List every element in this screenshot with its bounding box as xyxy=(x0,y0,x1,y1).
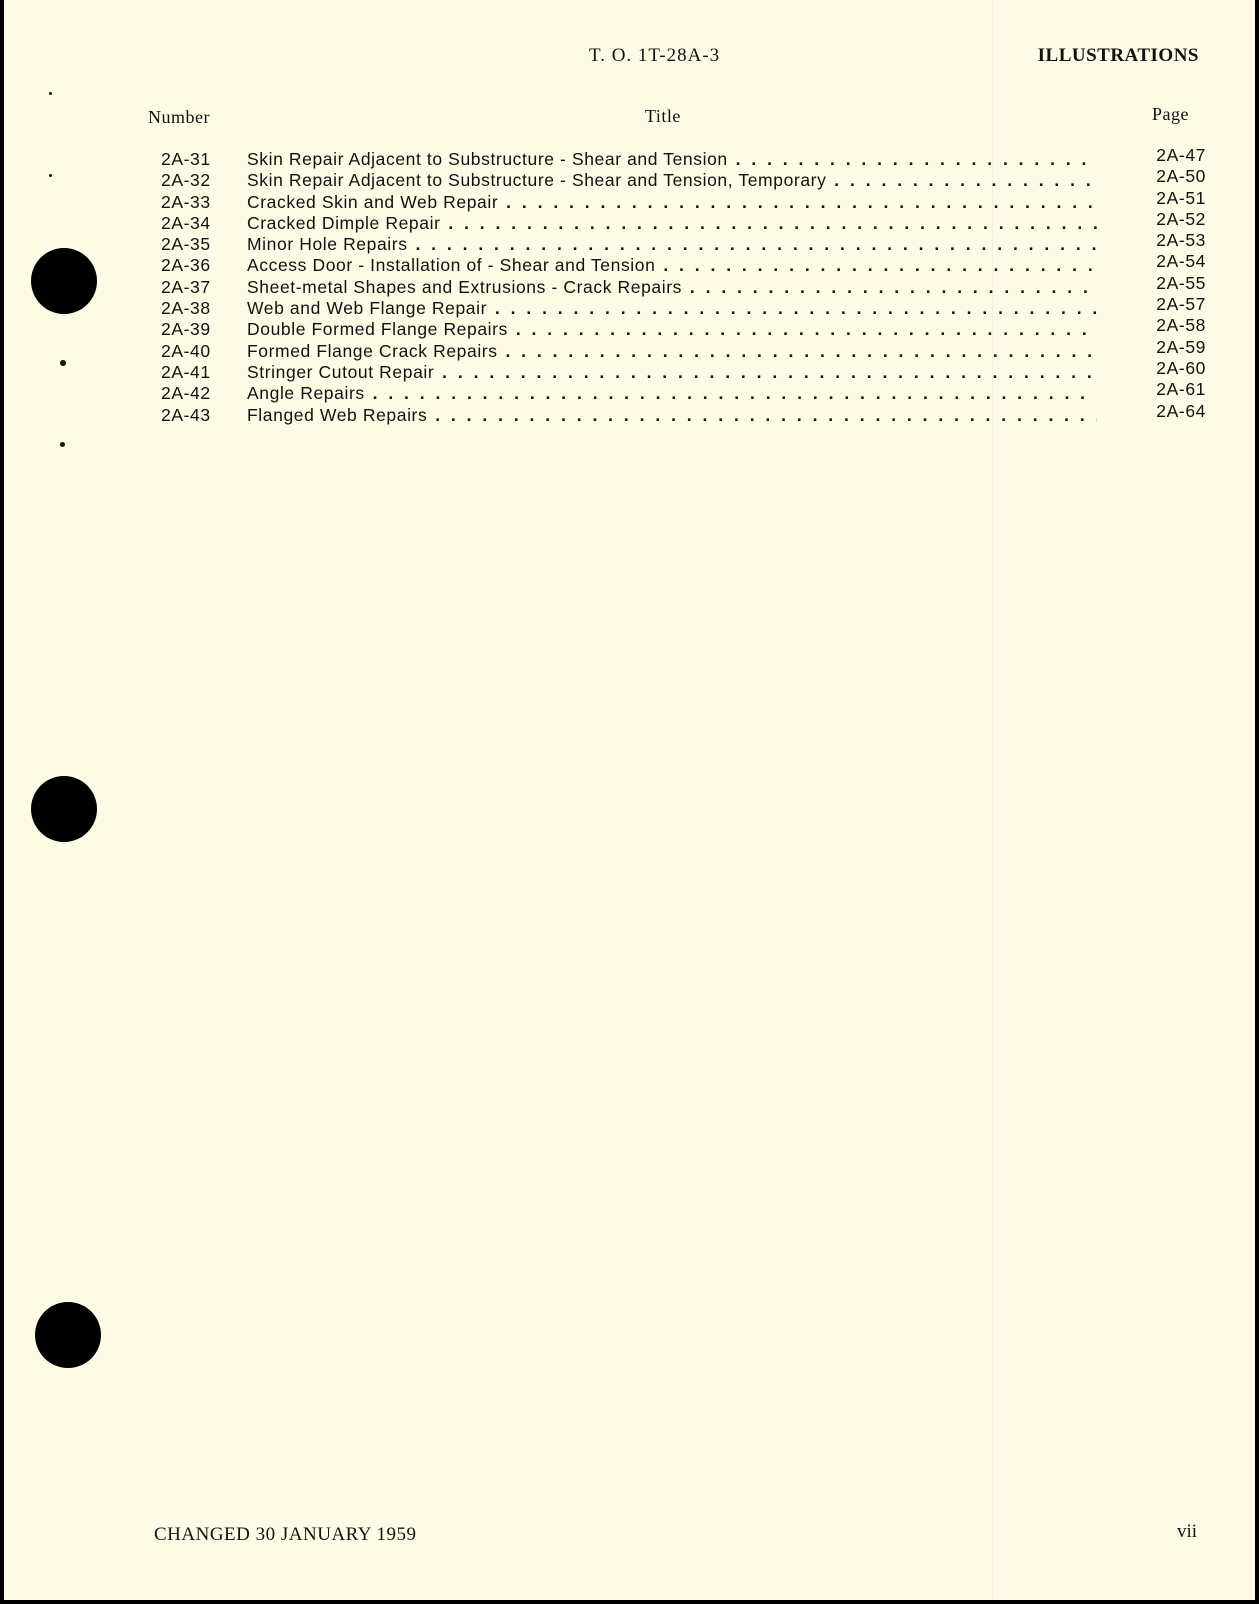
figure-page: 2A-53 xyxy=(1156,230,1206,251)
figure-title: Double Formed Flange Repairs . . . xyxy=(247,319,1097,340)
list-item xyxy=(161,400,1206,426)
figure-page: 2A-50 xyxy=(1156,166,1206,187)
figure-number: 2A-32 xyxy=(161,170,211,191)
binder-punch-hole xyxy=(31,776,97,842)
scan-speck xyxy=(49,174,52,177)
figure-title: Access Door - Installation of - Shear and Tension . . . xyxy=(247,255,1097,276)
figure-title: Flanged Web Repairs . . . xyxy=(247,405,1097,426)
change-note: CHANGED 30 JANUARY 1959 xyxy=(154,1524,417,1545)
figure-title: Sheet-metal Shapes and Extrusions - Crack Repairs . . . xyxy=(247,277,1097,298)
figure-title: Cracked Skin and Web Repair . . . xyxy=(247,192,1097,213)
figure-page: 2A-60 xyxy=(1156,357,1206,378)
list-item xyxy=(161,272,1206,298)
binder-punch-hole xyxy=(35,1302,101,1368)
figure-number: 2A-39 xyxy=(161,319,211,340)
figure-title: Stringer Cutout Repair . . . xyxy=(247,362,1097,383)
figure-title: Skin Repair Adjacent to Substructure - Shear and Tension, Temporary . . . xyxy=(247,170,1097,191)
figure-number: 2A-42 xyxy=(161,383,211,404)
figure-page: 2A-51 xyxy=(1156,187,1206,208)
figure-page: 2A-64 xyxy=(1156,400,1206,421)
list-item xyxy=(161,166,1206,191)
figure-page: 2A-57 xyxy=(1156,294,1206,315)
list-item xyxy=(161,145,1206,170)
figure-number: 2A-34 xyxy=(161,212,211,233)
column-header-number: Number xyxy=(148,107,210,127)
scan-speck xyxy=(60,360,66,366)
column-header-title: Title xyxy=(645,106,681,126)
column-header-page: Page xyxy=(1152,104,1189,124)
figure-page: 2A-61 xyxy=(1156,379,1206,400)
figure-number: 2A-37 xyxy=(161,276,211,297)
list-item xyxy=(161,187,1206,213)
figure-page: 2A-59 xyxy=(1156,336,1206,357)
list-item xyxy=(161,315,1206,340)
list-item xyxy=(161,336,1206,362)
figure-number: 2A-36 xyxy=(161,255,211,276)
page-number: vii xyxy=(1176,1521,1197,1542)
scan-speck xyxy=(60,442,65,447)
figure-title: Minor Hole Repairs . . . xyxy=(247,234,1097,255)
list-item xyxy=(161,208,1206,234)
figure-number: 2A-43 xyxy=(161,404,211,425)
figure-page: 2A-55 xyxy=(1156,272,1206,293)
figure-title: Skin Repair Adjacent to Substructure - Shear and Tension . . . xyxy=(247,149,1097,170)
document-number: T. O. 1T-28A-3 xyxy=(589,45,721,66)
document-page xyxy=(4,0,1255,1600)
figure-title: Formed Flange Crack Repairs . . . xyxy=(247,341,1097,362)
figure-number: 2A-40 xyxy=(161,340,211,361)
figure-page: 2A-58 xyxy=(1156,315,1206,336)
figure-number: 2A-31 xyxy=(161,149,211,169)
figure-number: 2A-38 xyxy=(161,298,211,319)
list-item xyxy=(161,357,1206,383)
figure-number: 2A-33 xyxy=(161,191,211,212)
section-title: ILLUSTRATIONS xyxy=(1037,45,1199,66)
figure-number: 2A-35 xyxy=(161,234,211,255)
figure-page: 2A-52 xyxy=(1156,208,1206,229)
list-item xyxy=(161,251,1206,276)
binder-punch-hole xyxy=(31,248,97,314)
list-item xyxy=(161,230,1206,255)
list-item xyxy=(161,294,1206,319)
figure-page: 2A-47 xyxy=(1156,145,1206,165)
figure-title: Web and Web Flange Repair . . . xyxy=(247,298,1097,319)
illustrations-list xyxy=(161,145,1206,426)
scan-speck xyxy=(49,92,52,95)
figure-page: 2A-54 xyxy=(1156,251,1206,272)
figure-title: Cracked Dimple Repair . . . xyxy=(247,213,1097,234)
figure-title: Angle Repairs . . . xyxy=(247,383,1097,404)
list-item xyxy=(161,379,1206,404)
figure-number: 2A-41 xyxy=(161,361,211,382)
